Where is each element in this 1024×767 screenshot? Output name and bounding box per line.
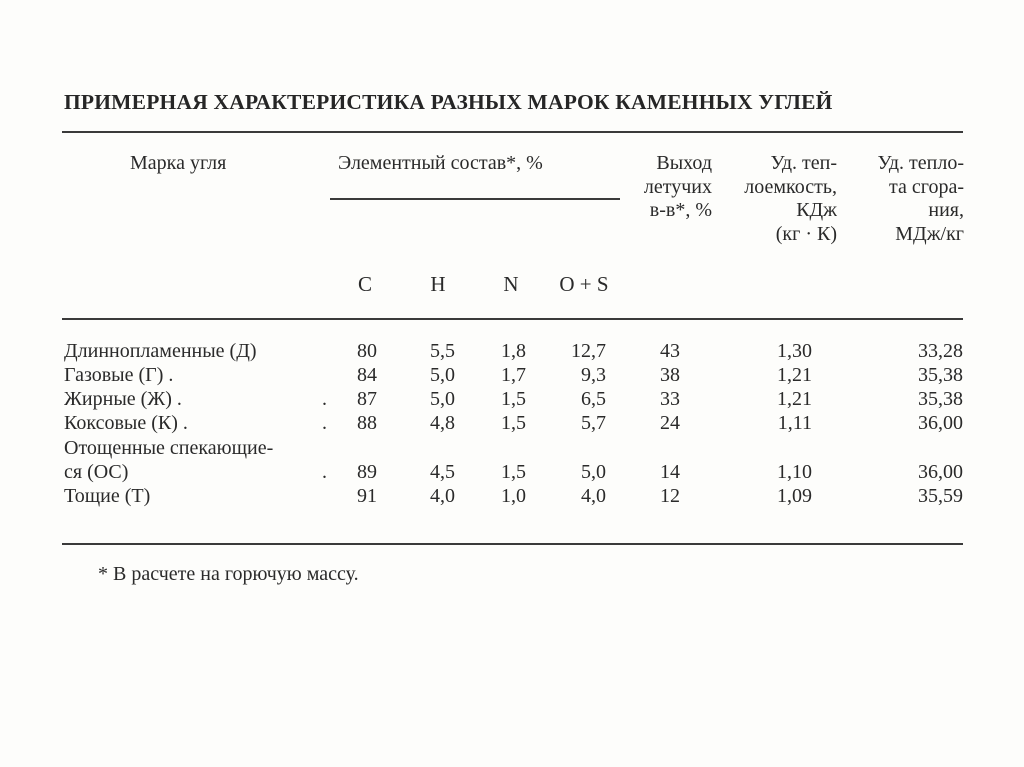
row-name: Газовые (Г) . (64, 364, 174, 386)
header-volatiles-line: в-в*, % (649, 199, 712, 221)
bottom-rule (62, 543, 963, 545)
cell-volatiles: 14 (660, 461, 680, 483)
cell-c: 88 (357, 412, 377, 434)
header-heat-capacity-line: Уд. теп- (770, 152, 837, 174)
cell-h: 5,0 (430, 364, 455, 386)
header-brand: Марка угля (130, 152, 227, 174)
cell-os: 9,3 (581, 364, 606, 386)
row-name: Отощенные спекающие- (64, 437, 274, 459)
cell-h: 5,5 (430, 340, 455, 362)
header-heat-value-line: Уд. тепло- (877, 152, 964, 174)
cell-n: 1,0 (501, 485, 526, 507)
row-leader-dots: . (322, 461, 327, 483)
cell-heat-value: 33,28 (918, 340, 963, 362)
header-heat-capacity-line: лоемкость, (744, 175, 837, 198)
header-volatiles-line: летучих (643, 175, 712, 198)
cell-heat-value: 35,38 (918, 364, 963, 386)
cell-os: 5,0 (581, 461, 606, 483)
cell-n: 1,5 (501, 461, 526, 483)
cell-n: 1,7 (501, 364, 526, 386)
header-heat-capacity (712, 152, 837, 246)
row-leader-dots: . (322, 388, 327, 410)
cell-volatiles: 33 (660, 388, 680, 410)
cell-heat-capacity: 1,30 (777, 340, 812, 362)
cell-n: 1,5 (501, 412, 526, 434)
header-heat-value-line: та сгора- (889, 175, 964, 198)
cell-h: 4,0 (430, 485, 455, 507)
cell-h: 4,8 (430, 412, 455, 434)
cell-volatiles: 24 (660, 412, 680, 434)
cell-heat-value: 36,00 (918, 412, 963, 434)
cell-heat-capacity: 1,09 (777, 485, 812, 507)
cell-c: 91 (357, 485, 377, 507)
cell-volatiles: 43 (660, 340, 680, 362)
cell-c: 87 (357, 388, 377, 410)
cell-h: 5,0 (430, 388, 455, 410)
cell-volatiles: 12 (660, 485, 680, 507)
header-heat-value (838, 152, 964, 246)
header-composition: Элементный состав*, % (338, 152, 543, 174)
cell-heat-capacity: 1,21 (777, 388, 812, 410)
cell-os: 6,5 (581, 388, 606, 410)
table-title: ПРИМЕРНАЯ ХАРАКТЕРИСТИКА РАЗНЫХ МАРОК КАМЕННЫХ УГЛЕЙ (64, 90, 833, 114)
cell-volatiles: 38 (660, 364, 680, 386)
cell-heat-value: 35,59 (918, 485, 963, 507)
cell-heat-capacity: 1,10 (777, 461, 812, 483)
cell-os: 5,7 (581, 412, 606, 434)
row-name: ся (ОС) (64, 461, 129, 483)
element-n: N (503, 272, 519, 296)
cell-c: 80 (357, 340, 377, 362)
header-volatiles (616, 152, 712, 223)
cell-os: 4,0 (581, 485, 606, 507)
header-volatiles-line: Выход (656, 152, 712, 174)
row-name: Коксовые (К) . (64, 412, 188, 434)
element-c: C (357, 272, 372, 296)
row-name: Жирные (Ж) . (64, 388, 182, 410)
header-heat-value-line: ния, (928, 199, 964, 221)
cell-n: 1,5 (501, 388, 526, 410)
row-name: Длиннопламенные (Д) (64, 340, 257, 362)
cell-os: 12,7 (571, 340, 606, 362)
header-rule (62, 318, 963, 320)
row-name: Тощие (Т) (64, 485, 151, 507)
element-os: O + S (559, 272, 609, 296)
header-heat-capacity-line: КДж (796, 199, 837, 221)
cell-heat-capacity: 1,11 (777, 412, 812, 434)
element-h: H (430, 272, 446, 296)
header-heat-capacity-line: (кг · К) (775, 222, 837, 245)
cell-heat-capacity: 1,21 (777, 364, 812, 386)
top-rule (62, 131, 963, 133)
cell-heat-value: 36,00 (918, 461, 963, 483)
cell-heat-value: 35,38 (918, 388, 963, 410)
cell-h: 4,5 (430, 461, 455, 483)
composition-subrule (330, 198, 620, 200)
row-leader-dots: . (322, 412, 327, 434)
cell-c: 84 (357, 364, 377, 386)
header-heat-value-line: МДж/кг (895, 222, 964, 245)
cell-c: 89 (357, 461, 377, 483)
footnote: * В расчете на горючую массу. (98, 563, 359, 585)
cell-n: 1,8 (501, 340, 526, 362)
